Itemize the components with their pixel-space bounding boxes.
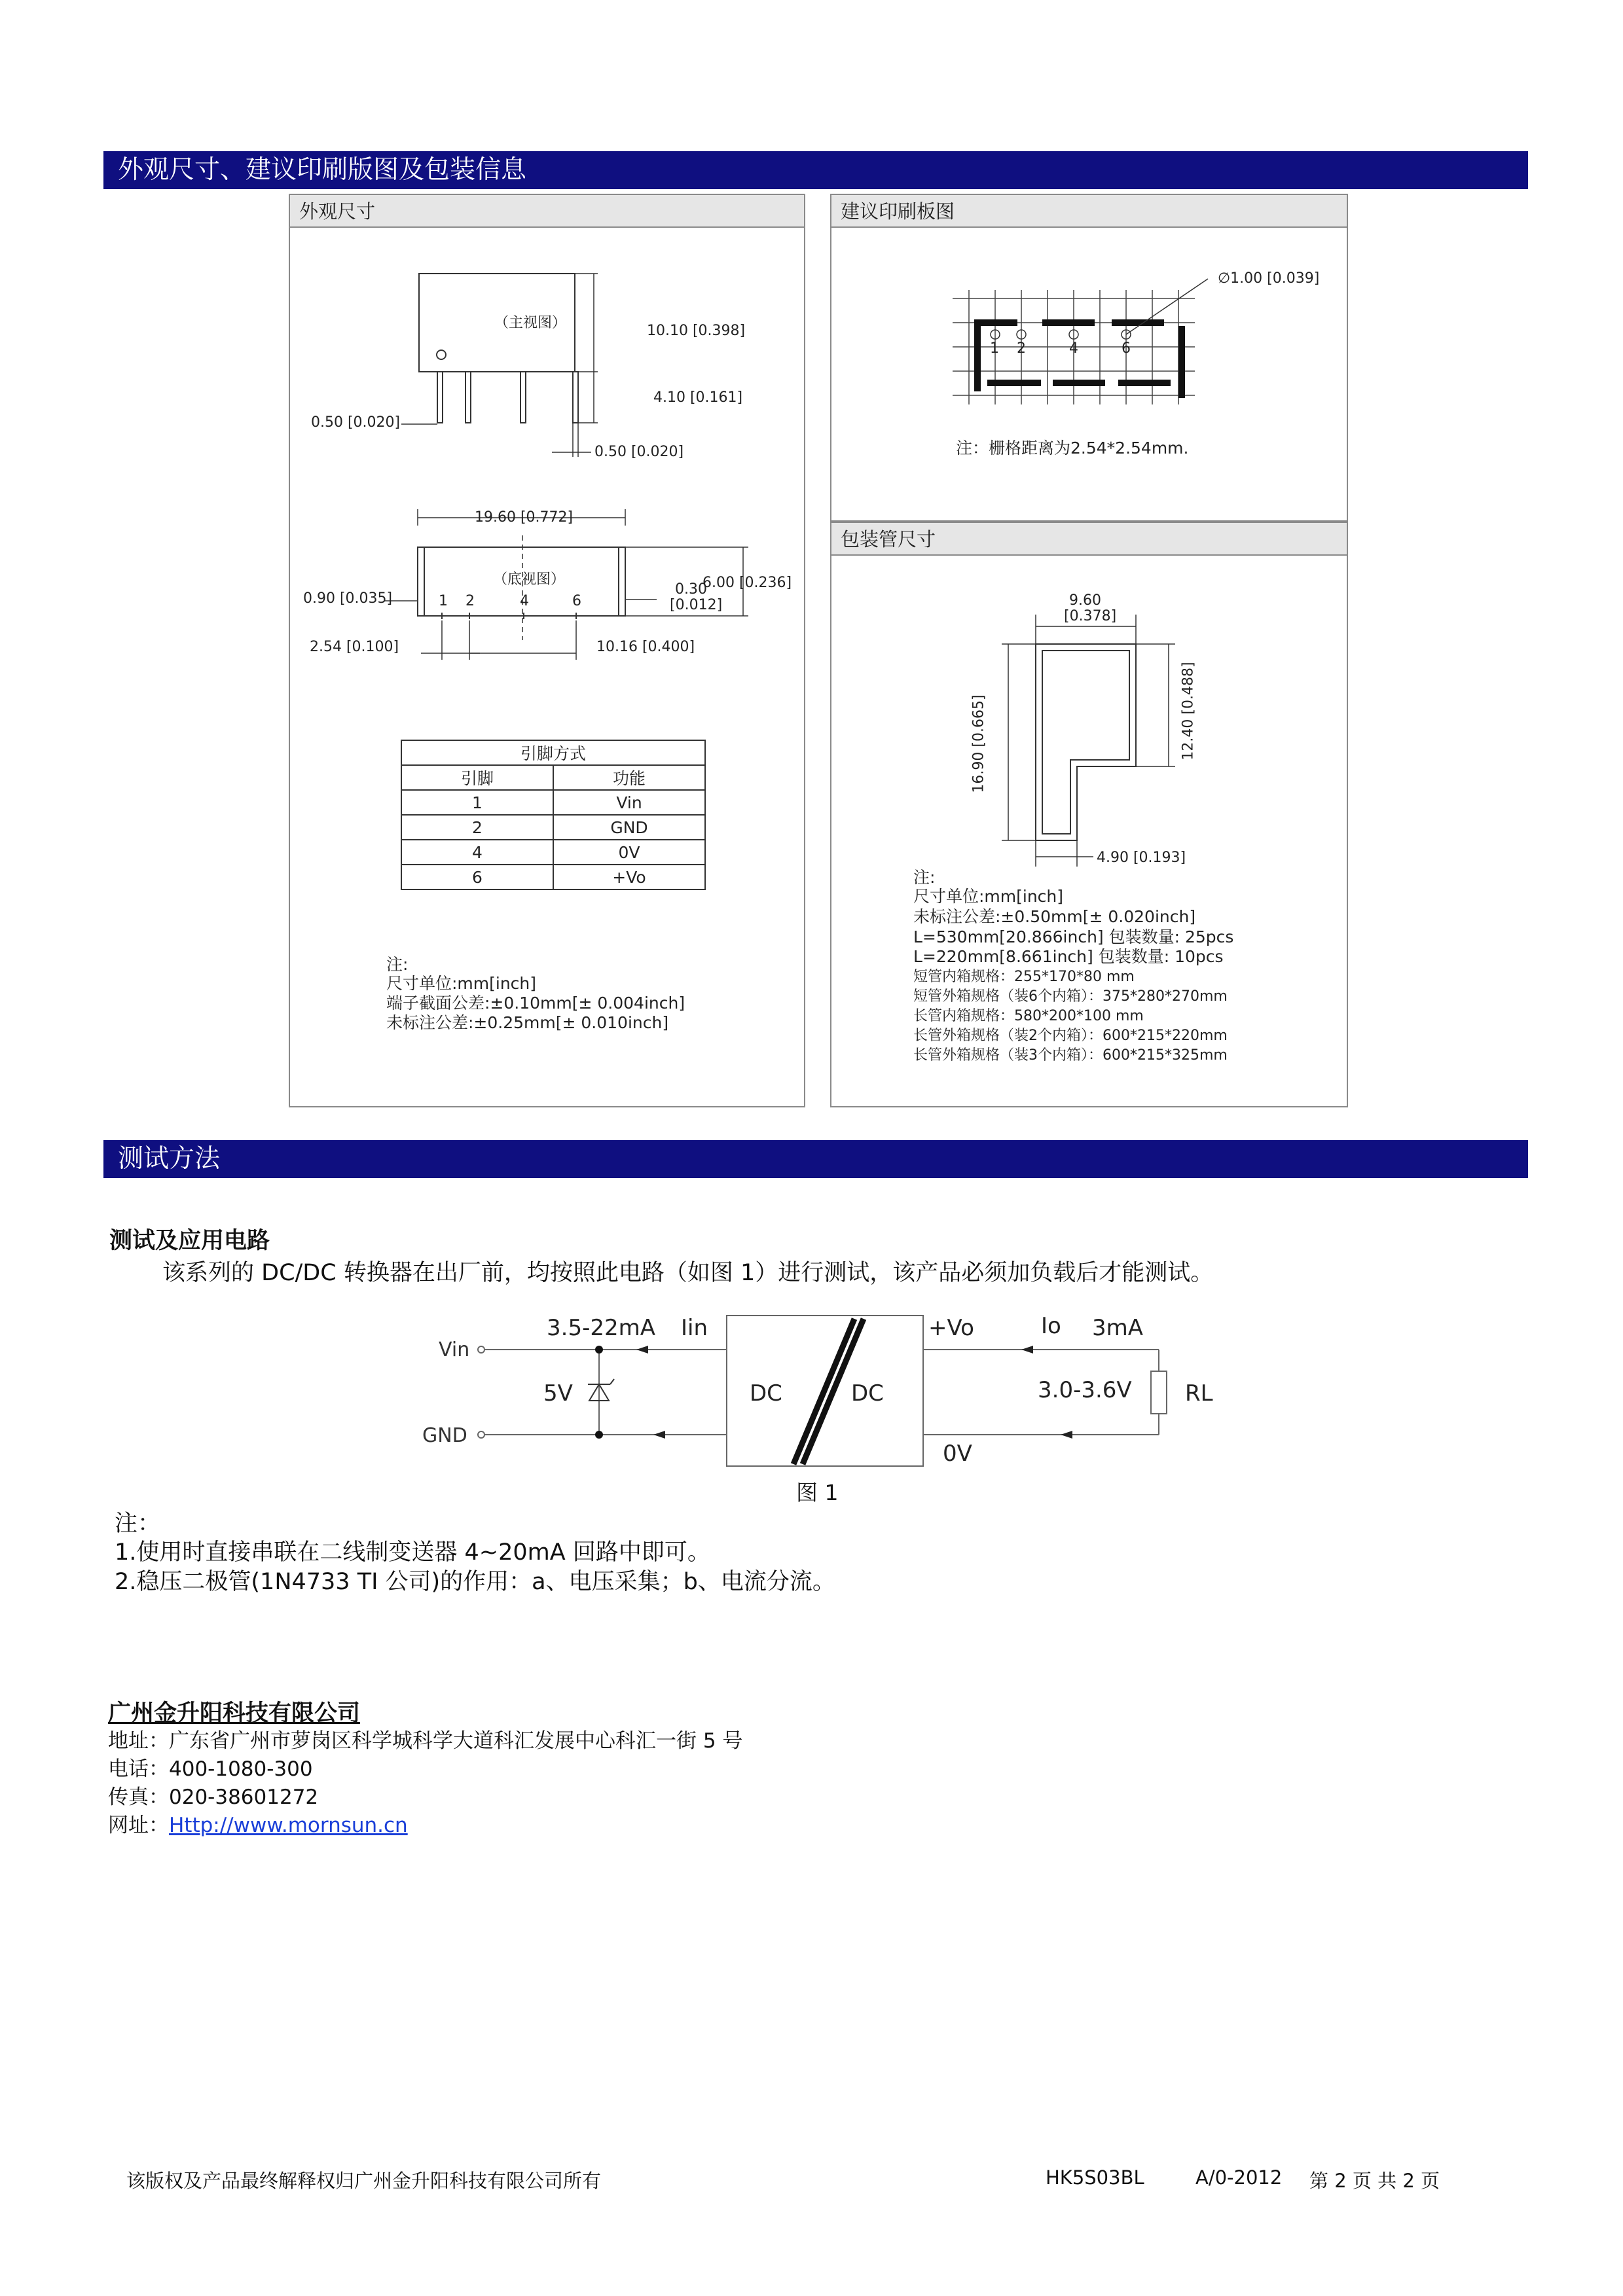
pcb-pin-1: 1 <box>990 340 999 357</box>
bottom-view-label: （底视图） <box>493 571 566 588</box>
company-fax: 传真：020-38601272 <box>108 1785 319 1809</box>
label-gnd: GND <box>422 1424 467 1447</box>
pin-table-header: 功能 <box>553 765 705 790</box>
dim-height: 10.10 [0.398] <box>647 323 746 339</box>
test-circuit <box>393 1299 1296 1509</box>
pcb-pin-6: 6 <box>1122 340 1131 357</box>
tube-note-3: L=530mm[20.866inch] 包装数量: 25pcs <box>913 927 1234 946</box>
dims-note-2: 端子截面公差:±0.10mm[± 0.004inch] <box>386 994 685 1013</box>
pin-table-title: 引脚方式 <box>401 740 705 765</box>
tube-outline-outer <box>1036 644 1136 840</box>
company-phone: 电话：400-1080-300 <box>108 1757 313 1781</box>
pin-cell: 4 <box>401 840 553 865</box>
load-resistor <box>1151 1371 1167 1414</box>
label-dc-right: DC <box>851 1380 884 1407</box>
bottom-pin-2: 2 <box>465 593 475 609</box>
dim-edge: 0.90 [0.035] <box>303 590 393 607</box>
tube-height-total: 16.90 [0.665] <box>970 694 987 793</box>
bottom-pin-4: 4 <box>520 593 529 609</box>
dim-offset-b: [0.012] <box>670 597 723 613</box>
hole-diameter-label: ∅1.00 [0.039] <box>1218 270 1320 287</box>
dim-pin-width: 0.50 [0.020] <box>594 444 684 460</box>
tube-note-1: 尺寸单位:mm[inch] <box>913 887 1064 906</box>
company-web <box>108 1808 408 1838</box>
dim-pin-length: 4.10 [0.161] <box>653 389 743 406</box>
pin-cell: 2 <box>401 815 553 840</box>
pin-cell: 6 <box>401 865 553 889</box>
tube-note-9: 长管外箱规格（装3个内箱）：600*215*325mm <box>913 1047 1228 1064</box>
function-cell: GND <box>553 815 705 840</box>
note-item-2: 2.稳压二极管(1N4733 TI 公司)的作用：a、电压采集；b、电流分流。 <box>115 1569 835 1595</box>
notes-label: 注： <box>115 1511 161 1537</box>
panel-outline-dimensions <box>289 194 805 1107</box>
tube-note-6: 短管外箱规格（装6个内箱）：375*280*270mm <box>913 988 1228 1005</box>
bottom-pin-1: 1 <box>439 593 448 609</box>
label-vo: +Vo <box>928 1315 974 1341</box>
tube-note-7: 长管内箱规格：580*200*100 mm <box>913 1008 1144 1024</box>
company-address: 地址：广东省广州市萝岗区科学城科学大道科汇发展中心科汇一街 5 号 <box>108 1729 743 1753</box>
label-dc-left: DC <box>750 1380 782 1407</box>
label-vout: 3.0-3.6V <box>1038 1377 1132 1403</box>
pcb-grid-note: 注：栅格距离为2.54*2.54mm. <box>956 439 1189 457</box>
label-vin: Vin <box>439 1338 470 1361</box>
dim-width: 6.00 [0.236] <box>702 575 792 591</box>
bottom-pin-6: 6 <box>572 593 581 609</box>
dim-pitch: 2.54 [0.100] <box>310 639 399 655</box>
note-item-1: 1.使用时直接串联在二线制变送器 4~20mA 回路中即可。 <box>115 1539 710 1566</box>
tube-note-5: 短管内箱规格：255*170*80 mm <box>913 969 1135 985</box>
dims-note-0: 注: <box>386 955 409 974</box>
label-io: Io <box>1041 1313 1061 1339</box>
test-heading: 测试及应用电路 <box>109 1228 270 1254</box>
section-title-dimensions: 外观尺寸、建议印刷版图及包装信息 <box>103 151 1528 189</box>
panel-title: 建议印刷板图 <box>831 195 1347 228</box>
pcb-grid-drawing <box>831 195 1347 520</box>
tube-note-8: 长管外箱规格（装2个内箱）：600*215*220mm <box>913 1028 1228 1044</box>
front-view-label: （主视图） <box>494 315 567 331</box>
label-current-in: 3.5-22mA <box>547 1315 655 1341</box>
label-0v: 0V <box>943 1441 972 1467</box>
label-zener: 5V <box>543 1380 573 1407</box>
section-title-test: 测试方法 <box>103 1140 1528 1178</box>
footer-page: 第 2 页 共 2 页 <box>1309 2170 1440 2192</box>
company-web-label: 网址： <box>108 1814 169 1837</box>
tube-height-part: 12.40 [0.488] <box>1180 662 1197 761</box>
footer-revision: A/0-2012 <box>1195 2166 1283 2189</box>
pin-table-header: 引脚 <box>401 765 553 790</box>
panel-pcb-layout <box>830 194 1348 522</box>
dims-note-1: 尺寸单位:mm[inch] <box>386 974 537 993</box>
test-paragraph: 该系列的 DC/DC 转换器在出厂前，均按照此电路（如图 1）进行测试，该产品必须加负载后才能测试。 <box>162 1260 1214 1286</box>
pin1-marker <box>437 350 446 359</box>
tube-bottom-width: 4.90 [0.193] <box>1097 850 1186 866</box>
dims-note-3: 未标注公差:±0.25mm[± 0.010inch] <box>386 1013 669 1032</box>
company-web-link[interactable]: Http://www.mornsun.cn <box>169 1814 408 1837</box>
label-io-value: 3mA <box>1092 1315 1144 1341</box>
zener-diode <box>588 1379 614 1401</box>
function-cell: +Vo <box>553 865 705 889</box>
footer-model: HK5S03BL <box>1046 2166 1144 2189</box>
function-cell: Vin <box>553 790 705 815</box>
company-name: 广州金升阳科技有限公司 <box>108 1700 361 1727</box>
dim-span: 10.16 [0.400] <box>596 639 695 655</box>
figure-caption: 图 1 <box>796 1480 839 1505</box>
dim-offset-a: 0.30 <box>675 581 707 598</box>
panel-title: 外观尺寸 <box>290 195 804 228</box>
panel-title: 包装管尺寸 <box>831 523 1347 556</box>
pcb-pin-4: 4 <box>1069 340 1078 357</box>
pin-table <box>401 740 706 890</box>
dim-pin-left: 0.50 [0.020] <box>311 414 401 431</box>
label-rl: RL <box>1185 1380 1213 1407</box>
tube-note-2: 未标注公差:±0.50mm[± 0.020inch] <box>913 907 1196 926</box>
dim-length: 19.60 [0.772] <box>475 509 574 526</box>
label-iin: Iin <box>681 1315 708 1341</box>
tube-note-4: L=220mm[8.661inch] 包装数量: 10pcs <box>913 947 1224 966</box>
tube-note-0: 注: <box>913 868 936 887</box>
pcb-pin-2: 2 <box>1017 340 1026 357</box>
pin-cell: 1 <box>401 790 553 815</box>
tube-outline-inner <box>1042 651 1129 834</box>
footer-copyright: 该版权及产品最终解释权归广州金升阳科技有限公司所有 <box>126 2170 602 2192</box>
function-cell: 0V <box>553 840 705 865</box>
tube-width-inch: [0.378] <box>1064 608 1117 624</box>
tube-width: 9.60 <box>1069 592 1101 609</box>
panel-packaging-tube <box>830 522 1348 1107</box>
